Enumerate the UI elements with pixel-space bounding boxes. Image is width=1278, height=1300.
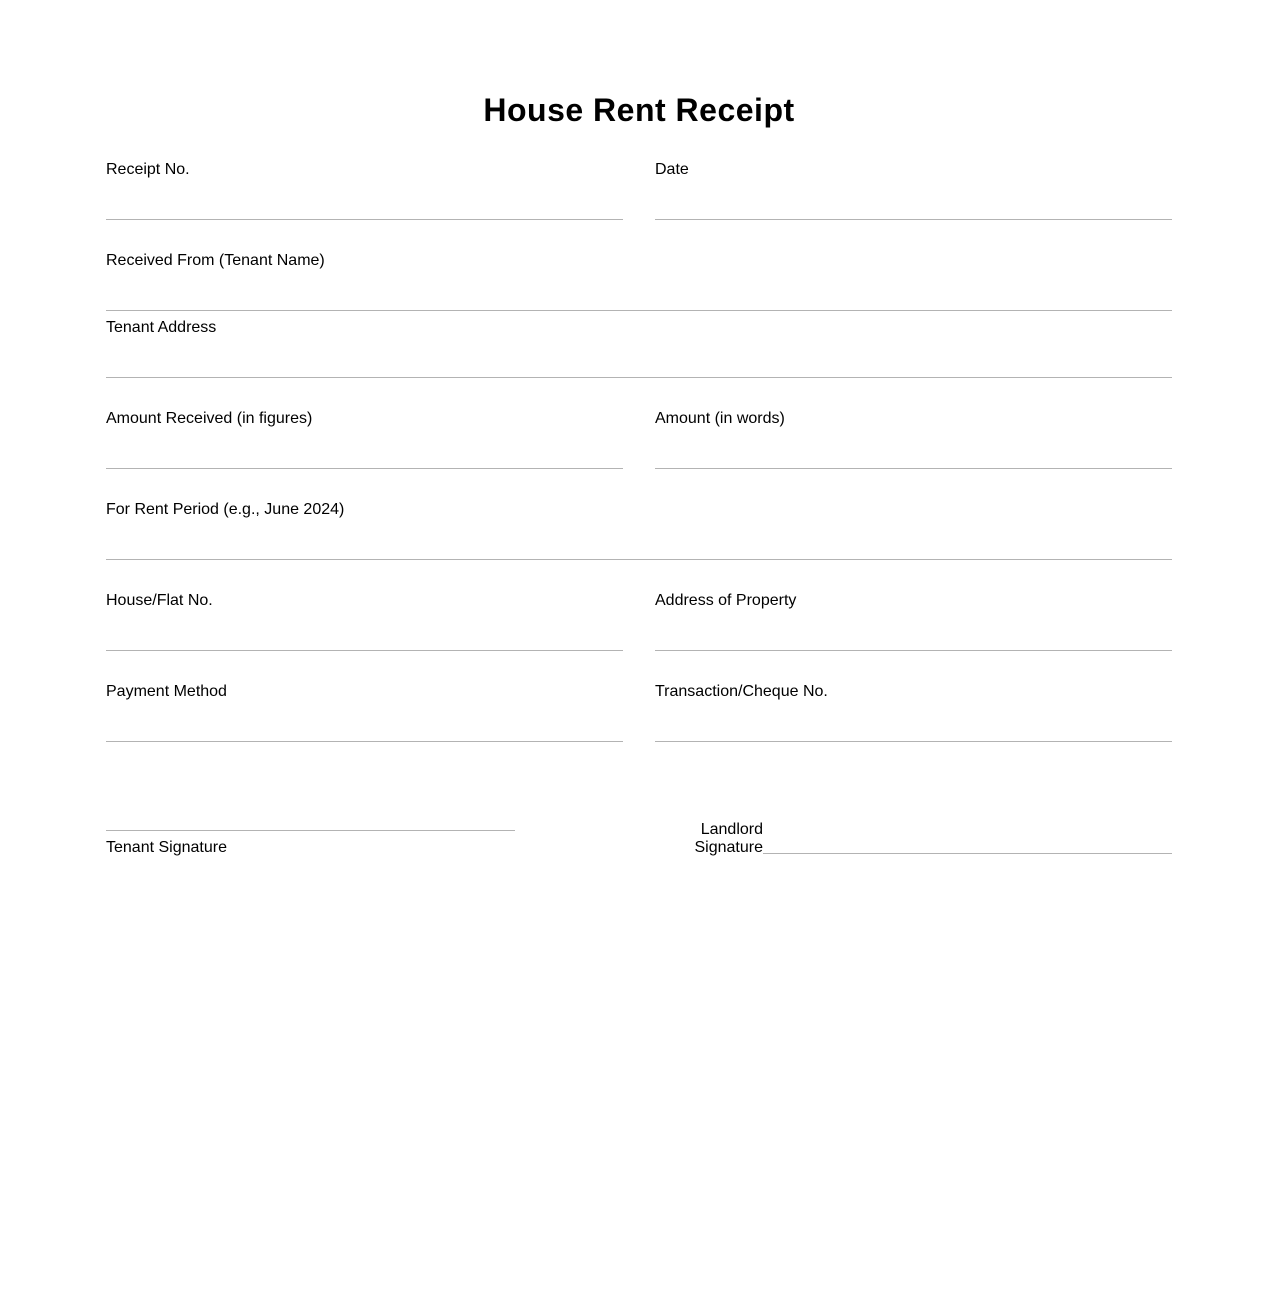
tenant-address-input[interactable] [106,352,1172,374]
amount-figures-label: Amount Received (in figures) [106,410,313,427]
rent-period-label: For Rent Period (e.g., June 2024) [106,501,345,518]
date-underline [655,219,1172,220]
receipt-no-label: Receipt No. [106,161,190,178]
transaction-no-input[interactable] [655,716,1172,738]
house-flat-no-label: House/Flat No. [106,592,213,609]
payment-method-input[interactable] [106,716,623,738]
tenant-signature-label: Tenant Signature [106,839,227,856]
date-label: Date [655,161,689,178]
property-address-input[interactable] [655,625,1172,647]
amount-words-input[interactable] [655,443,1172,465]
payment-method-label: Payment Method [106,683,227,700]
house-flat-no-input[interactable] [106,625,623,647]
receipt-no-underline [106,219,623,220]
house-flat-no-underline [106,650,623,651]
rent-period-underline [106,559,1172,560]
property-address-underline [655,650,1172,651]
amount-words-underline [655,468,1172,469]
landlord-signature-label [673,821,763,857]
landlord-signature-line[interactable] [763,853,1172,854]
received-from-label: Received From (Tenant Name) [106,252,325,269]
landlord-signature-label-line2: Signature [694,839,763,856]
amount-words-label: Amount (in words) [655,410,785,427]
landlord-signature-label-line1: Landlord [700,821,763,838]
transaction-no-label: Transaction/Cheque No. [655,683,828,700]
amount-figures-underline [106,468,623,469]
transaction-no-underline [655,741,1172,742]
tenant-address-label: Tenant Address [106,319,217,336]
receipt-no-input[interactable] [106,194,623,216]
tenant-address-underline [106,377,1172,378]
date-input[interactable] [655,194,1172,216]
received-from-underline [106,310,1172,311]
page-title: House Rent Receipt [483,92,795,128]
property-address-label: Address of Property [655,592,797,609]
received-from-input[interactable] [106,285,1172,307]
payment-method-underline [106,741,623,742]
amount-figures-input[interactable] [106,443,623,465]
rent-period-input[interactable] [106,534,1172,556]
tenant-signature-line[interactable] [106,830,515,831]
